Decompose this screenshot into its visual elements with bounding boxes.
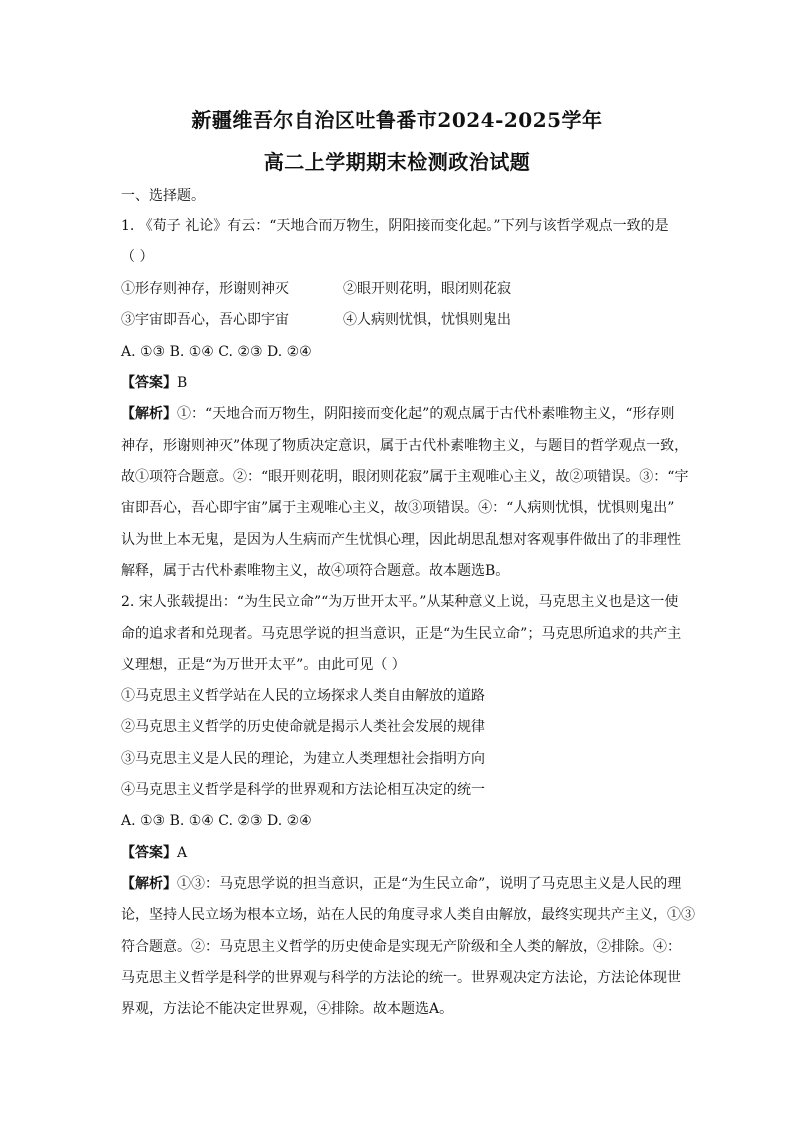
- q1-answer-value: B: [177, 375, 188, 391]
- q2-analysis-line2: 论，坚持人民立场为根本立场，站在人民的角度寻求人类自由解放，最终实现共产主义，①③: [121, 907, 695, 923]
- q1-option-4: ④人病则忧惧，忧惧则鬼出: [343, 312, 511, 328]
- q2-stem-line2: 命的追求者和兑现者。马克思学说的担当意识，正是“为生民立命”；马克思所追求的共产主: [121, 626, 682, 642]
- q2-stem-line1: 2. 宋人张载提出：“为生民立命”“为万世开太平。”从某种意义上说，马克思主义也是这一使: [121, 594, 679, 610]
- q1-analysis-line1: [121, 404, 681, 424]
- q1-choices: A. ①③ B. ①④ C. ②③ D. ②④: [121, 344, 312, 360]
- q1-answer: [121, 373, 681, 393]
- q1-analysis-text1: ①：“天地合而万物生，阴阳接而变化起”的观点属于古代朴素唯物主义，“形存则: [177, 406, 675, 422]
- exam-title-line2: 高二上学期期末检测政治试题: [263, 150, 531, 174]
- q2-option-2: ②马克思主义哲学的历史使命就是揭示人类社会发展的规律: [121, 719, 485, 735]
- q1-option-row1: [121, 279, 681, 299]
- q1-stem-line2: （ ）: [121, 249, 154, 265]
- q1-analysis-line4: 宙即吾心，吾心即宇宙”属于主观唯心主义，故③项错误。④：“人病则忧惧，忧惧则鬼出”: [121, 500, 675, 516]
- q1-answer-label: 【答案】: [121, 375, 177, 391]
- q2-option-3: ③马克思主义是人民的理论，为建立人类理想社会指明方向: [121, 751, 485, 767]
- section-heading: 一、选择题。: [121, 188, 205, 204]
- q2-answer-value: A: [177, 845, 188, 861]
- q1-analysis-line6: 解释，属于古代朴素唯物主义，故④项符合题意。故本题选B。: [121, 563, 510, 579]
- q2-analysis-line1: [121, 874, 681, 894]
- exam-title-line1: 新疆维吾尔自治区吐鲁番市2024-2025学年: [191, 108, 603, 132]
- q1-stem-line1: 1. 《荀子 礼论》有云：“天地合而万物生，阴阳接而变化起。”下列与该哲学观点一致的是: [121, 218, 669, 234]
- q1-option-2: ②眼开则花明，眼闭则花寂: [343, 281, 511, 297]
- q1-analysis-line5: 认为世上本无鬼，是因为人生病而产生忧惧心理，因此胡思乱想对客观事件做出了的非理性: [121, 532, 681, 548]
- q2-analysis-line5: 界观，方法论不能决定世界观，④排除。故本题选A。: [121, 1001, 454, 1017]
- q1-analysis-line2: 神存，形谢则神灭”体现了物质决定意识，属于古代朴素唯物主义，与题目的哲学观点一致，: [121, 438, 689, 454]
- q2-analysis-line3: 符合题意。②：马克思主义哲学的历史使命是实现无产阶级和全人类的解放，②排除。④：: [121, 939, 681, 955]
- q1-option-3: ③宇宙即吾心，吾心即宇宙: [121, 312, 289, 328]
- q2-analysis-line4: 马克思主义哲学是科学的世界观与科学的方法论的统一。世界观决定方法论，方法论体现世: [121, 970, 681, 986]
- q2-answer: [121, 843, 681, 863]
- q1-analysis-label: 【解析】: [121, 406, 177, 422]
- q1-option-row2: [121, 310, 681, 330]
- q1-analysis-line3: 故①项符合题意。②：“眼开则花明，眼闭则花寂”属于主观唯心主义，故②项错误。③：“宇: [121, 469, 689, 485]
- q2-stem-line3: 义理想，正是“为万世开太平”。由此可见（ ）: [121, 657, 406, 673]
- q2-option-1: ①马克思主义哲学站在人民的立场探求人类自由解放的道路: [121, 688, 485, 704]
- q2-option-4: ④马克思主义哲学是科学的世界观和方法论相互决定的统一: [121, 782, 485, 798]
- q2-answer-label: 【答案】: [121, 845, 177, 861]
- q2-analysis-label: 【解析】: [121, 876, 177, 892]
- q2-choices: A. ①③ B. ①④ C. ②③ D. ②④: [121, 813, 312, 829]
- q2-analysis-text1: ①③：马克思学说的担当意识，正是“为生民立命”，说明了马克思主义是人民的理: [177, 876, 682, 892]
- q1-option-1: ①形存则神存，形谢则神灭: [121, 281, 289, 297]
